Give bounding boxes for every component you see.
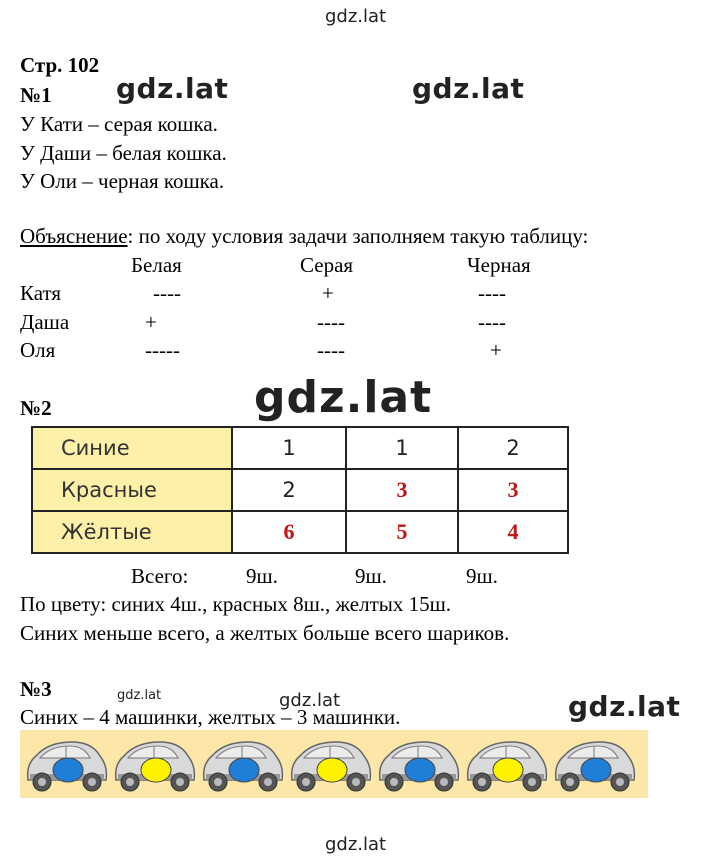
task2-number: №2 [20,396,52,420]
task1-number: №1 [20,83,52,107]
task1-col-white: Белая [131,253,182,277]
car-yellow-icon [110,734,198,796]
task1-row-name: Даша [20,310,70,334]
task1-col-black: Черная [467,253,531,277]
table-cell: 1 [346,427,458,469]
car-blue-icon [22,734,110,796]
row-label-red: Красные [32,469,232,511]
task1-cell: + [490,338,502,362]
row-label-blue: Синие [32,427,232,469]
task1-cell: ---- [317,338,345,362]
task1-line-3: У Оли – черная кошка. [20,169,225,193]
watermark-small-a: gdz.lat [117,688,162,703]
task1-cell: ---- [478,281,506,305]
watermark-big: gdz.lat [254,372,433,423]
table-cell: 2 [458,427,568,469]
table-row [32,511,568,553]
watermark-small-b: gdz.lat [279,690,341,711]
task1-col-gray: Серая [300,253,354,277]
watermark-bottom: gdz.lat [325,834,387,855]
total-value: 9ш. [246,564,278,588]
car-yellow-icon [286,734,374,796]
task1-cell: + [322,281,334,305]
table-cell-answer: 5 [346,511,458,553]
task2-conclusion: Синих меньше всего, а желтых больше всего шариков. [20,621,510,645]
explanation-text: : по ходу условия задачи заполняем такую таблицу: [127,224,589,248]
task1-line-2: У Даши – белая кошка. [20,141,227,165]
table-row [32,427,568,469]
task1-cell: ---- [153,281,181,305]
car-blue-icon [198,734,286,796]
table-cell-answer: 4 [458,511,568,553]
row-label-yellow: Жёлтые [32,511,232,553]
car-blue-icon [374,734,462,796]
balls-table [31,426,569,554]
cars-strip [20,730,648,798]
watermark-line1-a: gdz.lat [116,72,229,105]
watermark-top: gdz.lat [325,6,387,27]
task1-cell: ---- [478,310,506,334]
task1-row-name: Оля [20,338,56,362]
watermark-line1-b: gdz.lat [412,72,525,105]
car-blue-icon [550,734,638,796]
task3-text: Синих – 4 машинки, желтых – 3 машинки. [20,705,401,729]
watermark-right: gdz.lat [568,690,681,723]
total-value: 9ш. [355,564,387,588]
task1-line-1: У Кати – серая кошка. [20,112,218,136]
total-label: Всего: [131,564,189,588]
table-cell-answer: 3 [346,469,458,511]
task2-by-color: По цвету: синих 4ш., красных 8ш., желтых 15ш. [20,592,452,616]
table-cell: 2 [232,469,346,511]
car-yellow-icon [462,734,550,796]
task1-explanation [20,226,588,247]
total-value: 9ш. [466,564,498,588]
task3-number: №3 [20,677,52,701]
task1-cell: ---- [317,310,345,334]
table-row [32,469,568,511]
task1-cell: + [145,310,157,334]
page-header: Стр. 102 [20,53,100,77]
table-cell-answer: 3 [458,469,568,511]
table-cell: 1 [232,427,346,469]
table-cell-answer: 6 [232,511,346,553]
task1-cell: ----- [145,338,180,362]
explanation-label: Объяснение [20,224,128,248]
task1-row-name: Катя [20,281,62,305]
